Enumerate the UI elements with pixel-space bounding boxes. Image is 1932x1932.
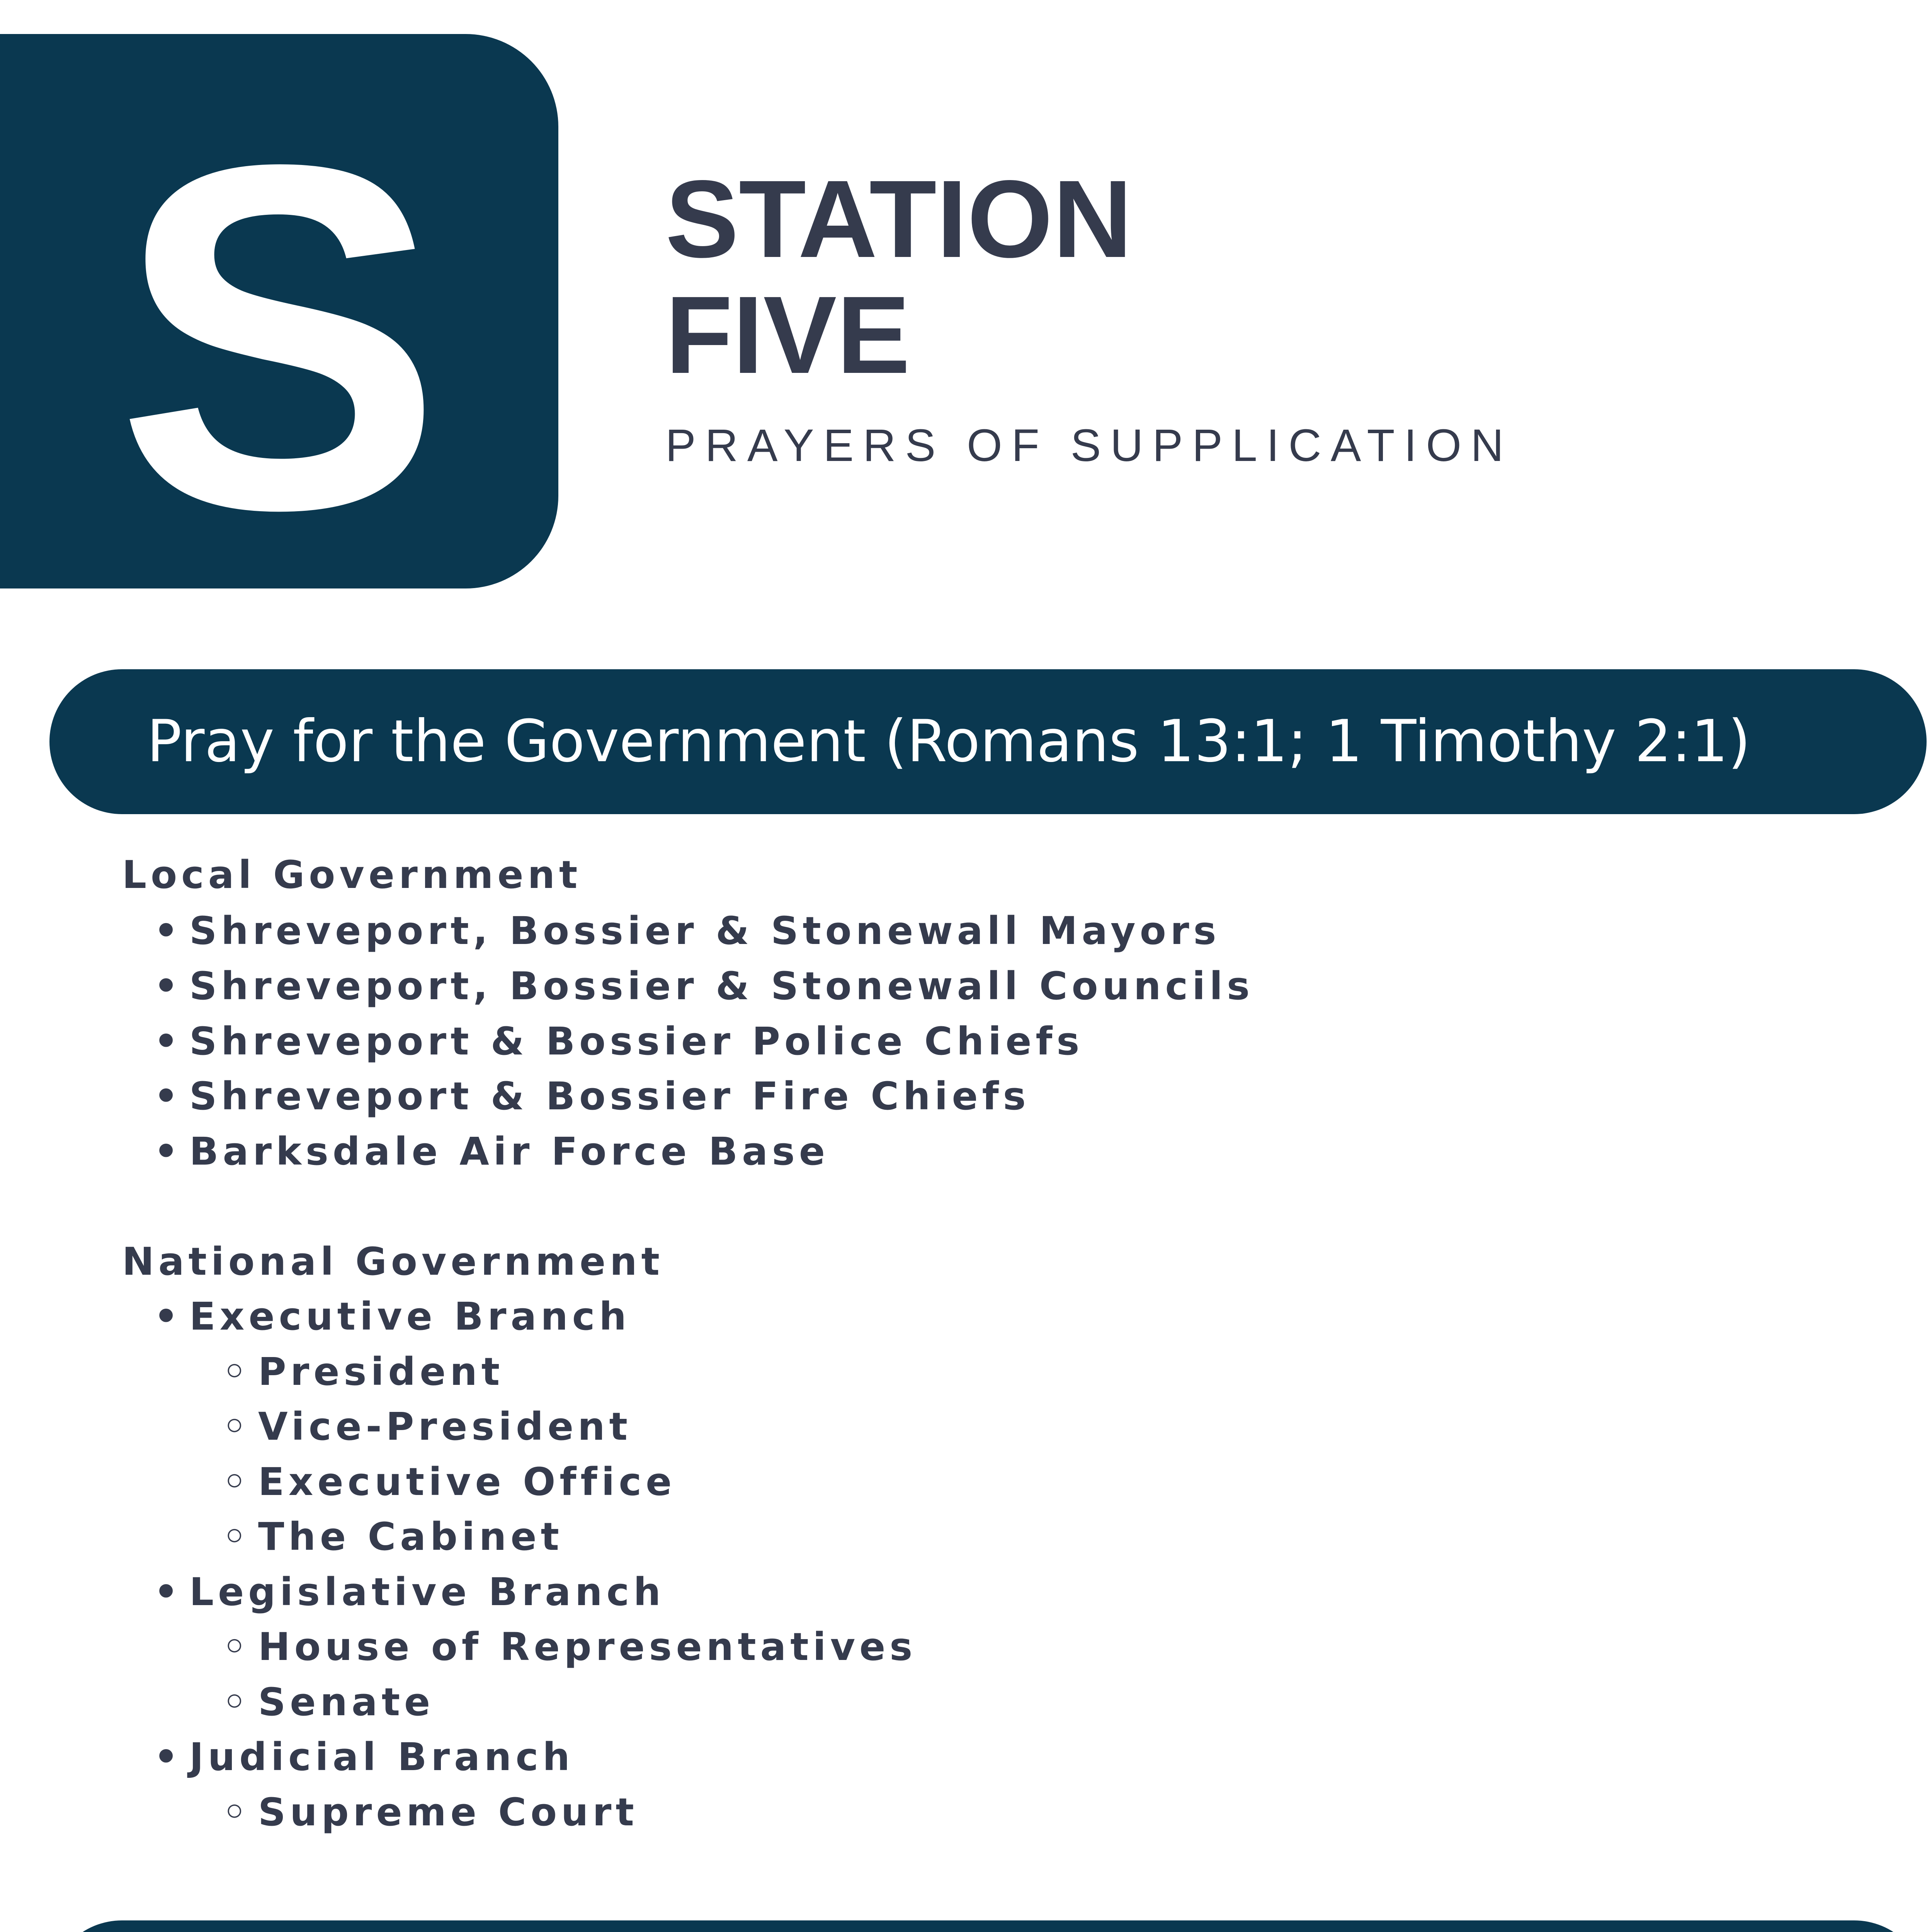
hollow-bullet-icon: ◦ (222, 1680, 251, 1725)
legislative-item: House of Representatives (258, 1625, 917, 1669)
judicial-item: Supreme Court (258, 1790, 638, 1835)
persecuted-church-banner-text (147, 1920, 1570, 1932)
local-item: Shreveport & Bossier Police Chiefs (189, 1019, 1084, 1064)
local-item: Shreveport & Bossier Fire Chiefs (189, 1074, 1030, 1119)
executive-item: Vice-President (258, 1405, 632, 1449)
bullet-icon: • (154, 1129, 183, 1174)
national-government-heading: National Government (122, 1240, 664, 1284)
hollow-bullet-icon: ◦ (222, 1625, 251, 1669)
station-subtitle: PRAYERS OF SUPPLICATION (665, 420, 1513, 471)
station-title-line2: FIVE (665, 274, 910, 396)
hollow-bullet-icon: ◦ (222, 1515, 251, 1559)
government-banner (49, 669, 1927, 814)
executive-item: President (258, 1350, 504, 1394)
bullet-icon: • (154, 964, 183, 1009)
hollow-bullet-icon: ◦ (222, 1405, 251, 1449)
hollow-bullet-icon: ◦ (222, 1460, 251, 1504)
local-item: Shreveport, Bossier & Stonewall Councils (189, 964, 1254, 1009)
government-banner-text: Pray for the Government (Romans 13:1; 1 Timothy 2:1) (147, 708, 1751, 775)
legislative-item: Senate (258, 1680, 435, 1725)
hollow-bullet-icon: ◦ (222, 1790, 251, 1835)
bullet-icon: • (154, 909, 183, 953)
executive-item: Executive Office (258, 1460, 676, 1504)
bullet-icon: • (154, 1019, 183, 1064)
local-government-heading: Local Government (122, 853, 582, 897)
station-title-line1: STATION (665, 158, 1133, 281)
judicial-branch-label: Judicial Branch (189, 1735, 574, 1779)
station-logo (0, 34, 558, 588)
local-item: Barksdale Air Force Base (189, 1129, 829, 1174)
executive-item: The Cabinet (258, 1515, 563, 1559)
bullet-icon: • (154, 1735, 183, 1779)
bullet-icon: • (154, 1074, 183, 1119)
bullet-icon: • (154, 1294, 183, 1339)
legislative-branch-label: Legislative Branch (189, 1570, 665, 1614)
bullet-icon: • (154, 1570, 183, 1614)
persecuted-church-banner (49, 1920, 1927, 1932)
executive-branch-label: Executive Branch (189, 1294, 631, 1339)
logo-letter: S (115, 63, 443, 588)
local-item: Shreveport, Bossier & Stonewall Mayors (189, 909, 1221, 953)
hollow-bullet-icon: ◦ (222, 1350, 251, 1394)
